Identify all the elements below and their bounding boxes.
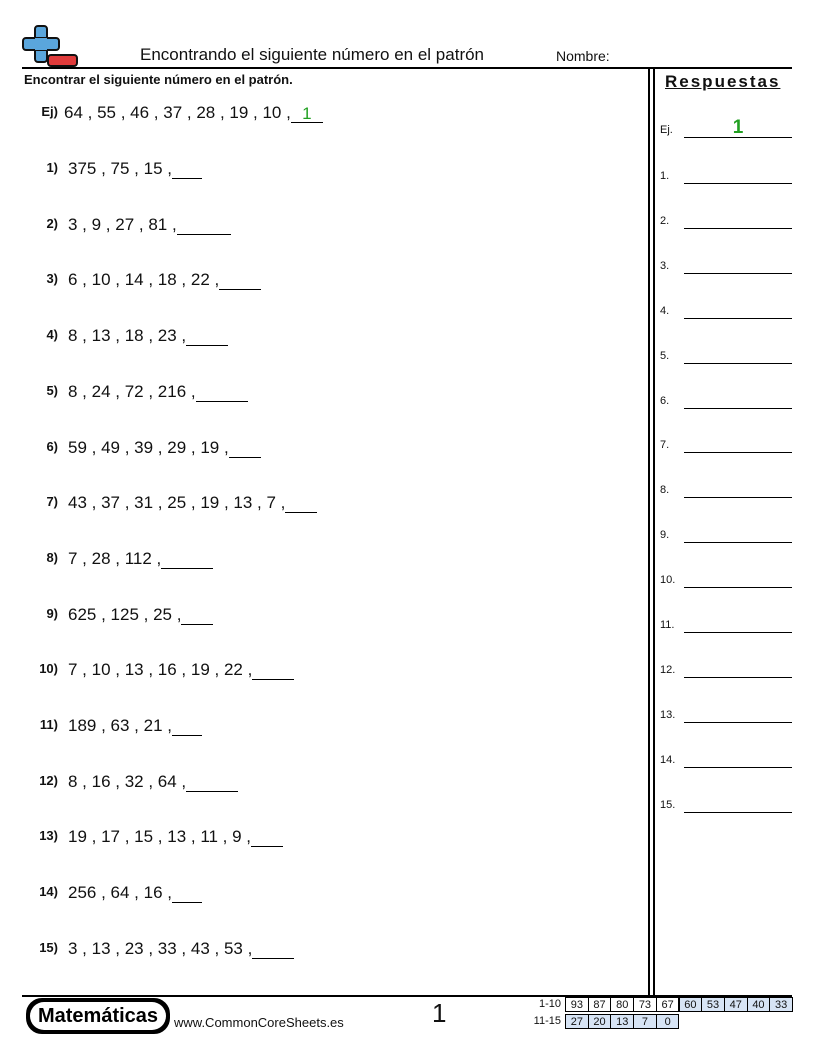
answer-line[interactable] bbox=[684, 749, 792, 768]
answer-key-range: 1-10 bbox=[538, 998, 561, 1010]
answer-line[interactable] bbox=[684, 479, 792, 498]
answer-blank[interactable] bbox=[196, 383, 248, 402]
answer-key-cell: 87 bbox=[588, 997, 612, 1012]
answer-key-cell: 60 bbox=[679, 997, 703, 1012]
answer-row-2 bbox=[660, 211, 792, 229]
problem-number: 3) bbox=[46, 271, 58, 287]
answer-row-example bbox=[660, 117, 792, 138]
problem-sequence: 6 , 10 , 14 , 18 , 22 , bbox=[68, 270, 220, 290]
answer-row-13 bbox=[660, 705, 792, 723]
problem-9 bbox=[24, 601, 213, 625]
answer-line[interactable] bbox=[684, 165, 792, 184]
answer-blank[interactable] bbox=[229, 439, 261, 458]
example-answer-blank: 1 bbox=[291, 104, 323, 123]
problem-14 bbox=[24, 879, 202, 903]
name-label: Nombre: bbox=[556, 48, 610, 64]
problem-3 bbox=[24, 266, 261, 290]
answer-line[interactable] bbox=[684, 300, 792, 319]
problem-sequence: 8 , 16 , 32 , 64 , bbox=[68, 771, 187, 791]
page-number: 1 bbox=[432, 998, 447, 1028]
answer-label: 10. bbox=[660, 574, 676, 587]
answer-key-cell: 73 bbox=[633, 997, 657, 1012]
answer-row-7 bbox=[660, 435, 792, 453]
answer-row-12 bbox=[660, 660, 792, 678]
problem-sequence: 43 , 37 , 31 , 25 , 19 , 13 , 7 , bbox=[68, 493, 286, 513]
answer-blank[interactable] bbox=[219, 271, 261, 290]
problem-number: 2) bbox=[46, 215, 58, 231]
answer-key-cell: 80 bbox=[610, 997, 634, 1012]
answer-key-range: 11-15 bbox=[533, 1015, 561, 1027]
answer-row-8 bbox=[660, 480, 792, 498]
problem-number: 14) bbox=[39, 884, 58, 900]
answer-blank[interactable] bbox=[161, 550, 213, 569]
problem-sequence: 3 , 13 , 23 , 33 , 43 , 53 , bbox=[68, 938, 253, 958]
problem-number: 9) bbox=[46, 605, 58, 621]
answer-row-11 bbox=[660, 615, 792, 633]
answer-key-cell: 7 bbox=[633, 1014, 657, 1029]
problem-sequence: 625 , 125 , 25 , bbox=[68, 604, 182, 624]
answer-label: 14. bbox=[660, 753, 676, 766]
example-problem bbox=[24, 99, 323, 123]
problem-number: 10) bbox=[39, 661, 58, 677]
answer-row-1 bbox=[660, 166, 792, 184]
answer-key-cell: 47 bbox=[724, 997, 748, 1012]
answer-key-cell: 67 bbox=[656, 997, 680, 1012]
answer-line[interactable] bbox=[684, 794, 792, 813]
footer-site: www.CommonCoreSheets.es bbox=[174, 1015, 344, 1030]
answer-key-cell: 13 bbox=[610, 1014, 634, 1029]
worksheet-title: Encontrando el siguiente número en el patrón bbox=[140, 45, 485, 64]
answer-label: Ej. bbox=[660, 124, 673, 136]
problem-sequence: 8 , 13 , 18 , 23 , bbox=[68, 326, 187, 346]
problem-sequence: 7 , 10 , 13 , 16 , 19 , 22 , bbox=[68, 660, 253, 680]
answer-row-5 bbox=[660, 346, 792, 364]
problem-number: 1) bbox=[46, 160, 58, 175]
answer-line[interactable] bbox=[684, 704, 792, 723]
answer-label: 11. bbox=[660, 619, 675, 631]
problem-10 bbox=[24, 656, 294, 680]
problem-number: Ej) bbox=[41, 104, 58, 119]
problem-2 bbox=[24, 211, 231, 235]
answer-blank[interactable] bbox=[172, 884, 202, 903]
answer-label: 9. bbox=[660, 529, 670, 542]
answer-row-14 bbox=[660, 750, 792, 768]
answer-blank[interactable] bbox=[252, 661, 294, 680]
answer-key-cell: 93 bbox=[565, 997, 589, 1012]
answer-row-3 bbox=[660, 256, 792, 274]
answer-blank[interactable] bbox=[172, 717, 202, 736]
problem-sequence: 19 , 17 , 15 , 13 , 11 , 9 , bbox=[68, 827, 252, 847]
problem-sequence: 8 , 24 , 72 , 216 , bbox=[68, 381, 196, 401]
problem-number: 11) bbox=[39, 717, 58, 732]
answer-label: 1. bbox=[660, 170, 670, 182]
answer-line[interactable] bbox=[684, 524, 792, 543]
answer-row-15 bbox=[660, 795, 792, 813]
problem-number: 15) bbox=[39, 939, 58, 955]
answer-row-4 bbox=[660, 301, 792, 319]
problem-7 bbox=[24, 489, 317, 513]
answer-line[interactable] bbox=[684, 345, 792, 364]
answer-blank[interactable] bbox=[186, 773, 238, 792]
problem-sequence: 256 , 64 , 16 , bbox=[68, 883, 172, 903]
answer-line[interactable] bbox=[684, 659, 792, 678]
answer-key-cell: 33 bbox=[769, 997, 793, 1012]
answer-label: 12. bbox=[660, 663, 676, 676]
problem-1 bbox=[24, 155, 202, 179]
problem-number: 4) bbox=[46, 327, 58, 343]
answer-row-9 bbox=[660, 525, 792, 543]
answer-line[interactable] bbox=[684, 434, 792, 453]
answer-label: 8. bbox=[660, 484, 670, 497]
problem-sequence: 3 , 9 , 27 , 81 , bbox=[68, 214, 177, 234]
answer-label: 2. bbox=[660, 214, 670, 227]
problem-4 bbox=[24, 322, 228, 346]
answer-line[interactable] bbox=[684, 210, 792, 229]
problem-number: 12) bbox=[39, 772, 58, 788]
answer-line[interactable] bbox=[684, 390, 792, 409]
answer-key-cell: 53 bbox=[701, 997, 725, 1012]
problem-number: 5) bbox=[46, 382, 58, 398]
problem-12 bbox=[24, 768, 238, 792]
answer-blank[interactable] bbox=[181, 606, 213, 625]
problem-number: 6) bbox=[46, 438, 58, 454]
problem-sequence: 64 , 55 , 46 , 37 , 28 , 19 , 10 , bbox=[64, 103, 291, 122]
column-divider bbox=[648, 69, 650, 996]
answer-label: 3. bbox=[660, 259, 670, 272]
answer-label: 5. bbox=[660, 349, 670, 362]
answer-blank[interactable] bbox=[251, 828, 283, 847]
problem-sequence: 189 , 63 , 21 , bbox=[68, 716, 172, 735]
problem-number: 8) bbox=[46, 549, 58, 565]
problem-number: 13) bbox=[39, 828, 58, 844]
problem-5 bbox=[24, 378, 248, 402]
answer-blank[interactable] bbox=[252, 940, 294, 959]
problem-number: 7) bbox=[46, 494, 58, 510]
problem-sequence: 375 , 75 , 15 , bbox=[68, 159, 172, 178]
answer-line[interactable] bbox=[684, 614, 792, 633]
header-rule bbox=[22, 67, 792, 69]
answer-key-cell: 0 bbox=[656, 1014, 680, 1029]
problem-8 bbox=[24, 545, 213, 569]
example-answer: 1 bbox=[684, 119, 792, 138]
answer-label: 13. bbox=[660, 708, 676, 721]
footer-logo bbox=[26, 998, 170, 1034]
plus-minus-logo-icon bbox=[22, 24, 80, 68]
problem-sequence: 59 , 49 , 39 , 29 , 19 , bbox=[68, 437, 229, 457]
problem-15 bbox=[24, 935, 294, 959]
answer-line[interactable] bbox=[684, 255, 792, 274]
column-divider bbox=[653, 69, 655, 996]
answer-label: 7. bbox=[660, 439, 670, 452]
answer-key-cell: 27 bbox=[565, 1014, 589, 1029]
problem-6 bbox=[24, 434, 261, 458]
answer-blank[interactable] bbox=[285, 494, 317, 513]
answer-row-6 bbox=[660, 391, 792, 409]
answer-key-cell: 20 bbox=[588, 1014, 612, 1029]
answer-key-cell: 40 bbox=[747, 997, 771, 1012]
problem-sequence: 7 , 28 , 112 , bbox=[68, 548, 162, 568]
footer-logo-text: Matemáticas bbox=[30, 1002, 166, 1030]
answer-line[interactable] bbox=[684, 569, 792, 588]
answer-row-10 bbox=[660, 570, 792, 588]
problem-11 bbox=[24, 712, 202, 736]
instructions: Encontrar el siguiente número en el patrón. bbox=[24, 72, 293, 87]
answer-label: 6. bbox=[660, 394, 670, 407]
answer-label: 15. bbox=[660, 798, 676, 811]
answer-blank[interactable] bbox=[177, 216, 231, 235]
answer-label: 4. bbox=[660, 304, 670, 317]
answer-blank[interactable] bbox=[186, 327, 228, 346]
answers-title: Respuestas bbox=[665, 72, 781, 91]
answer-blank[interactable] bbox=[172, 160, 202, 179]
problem-13 bbox=[24, 823, 283, 847]
